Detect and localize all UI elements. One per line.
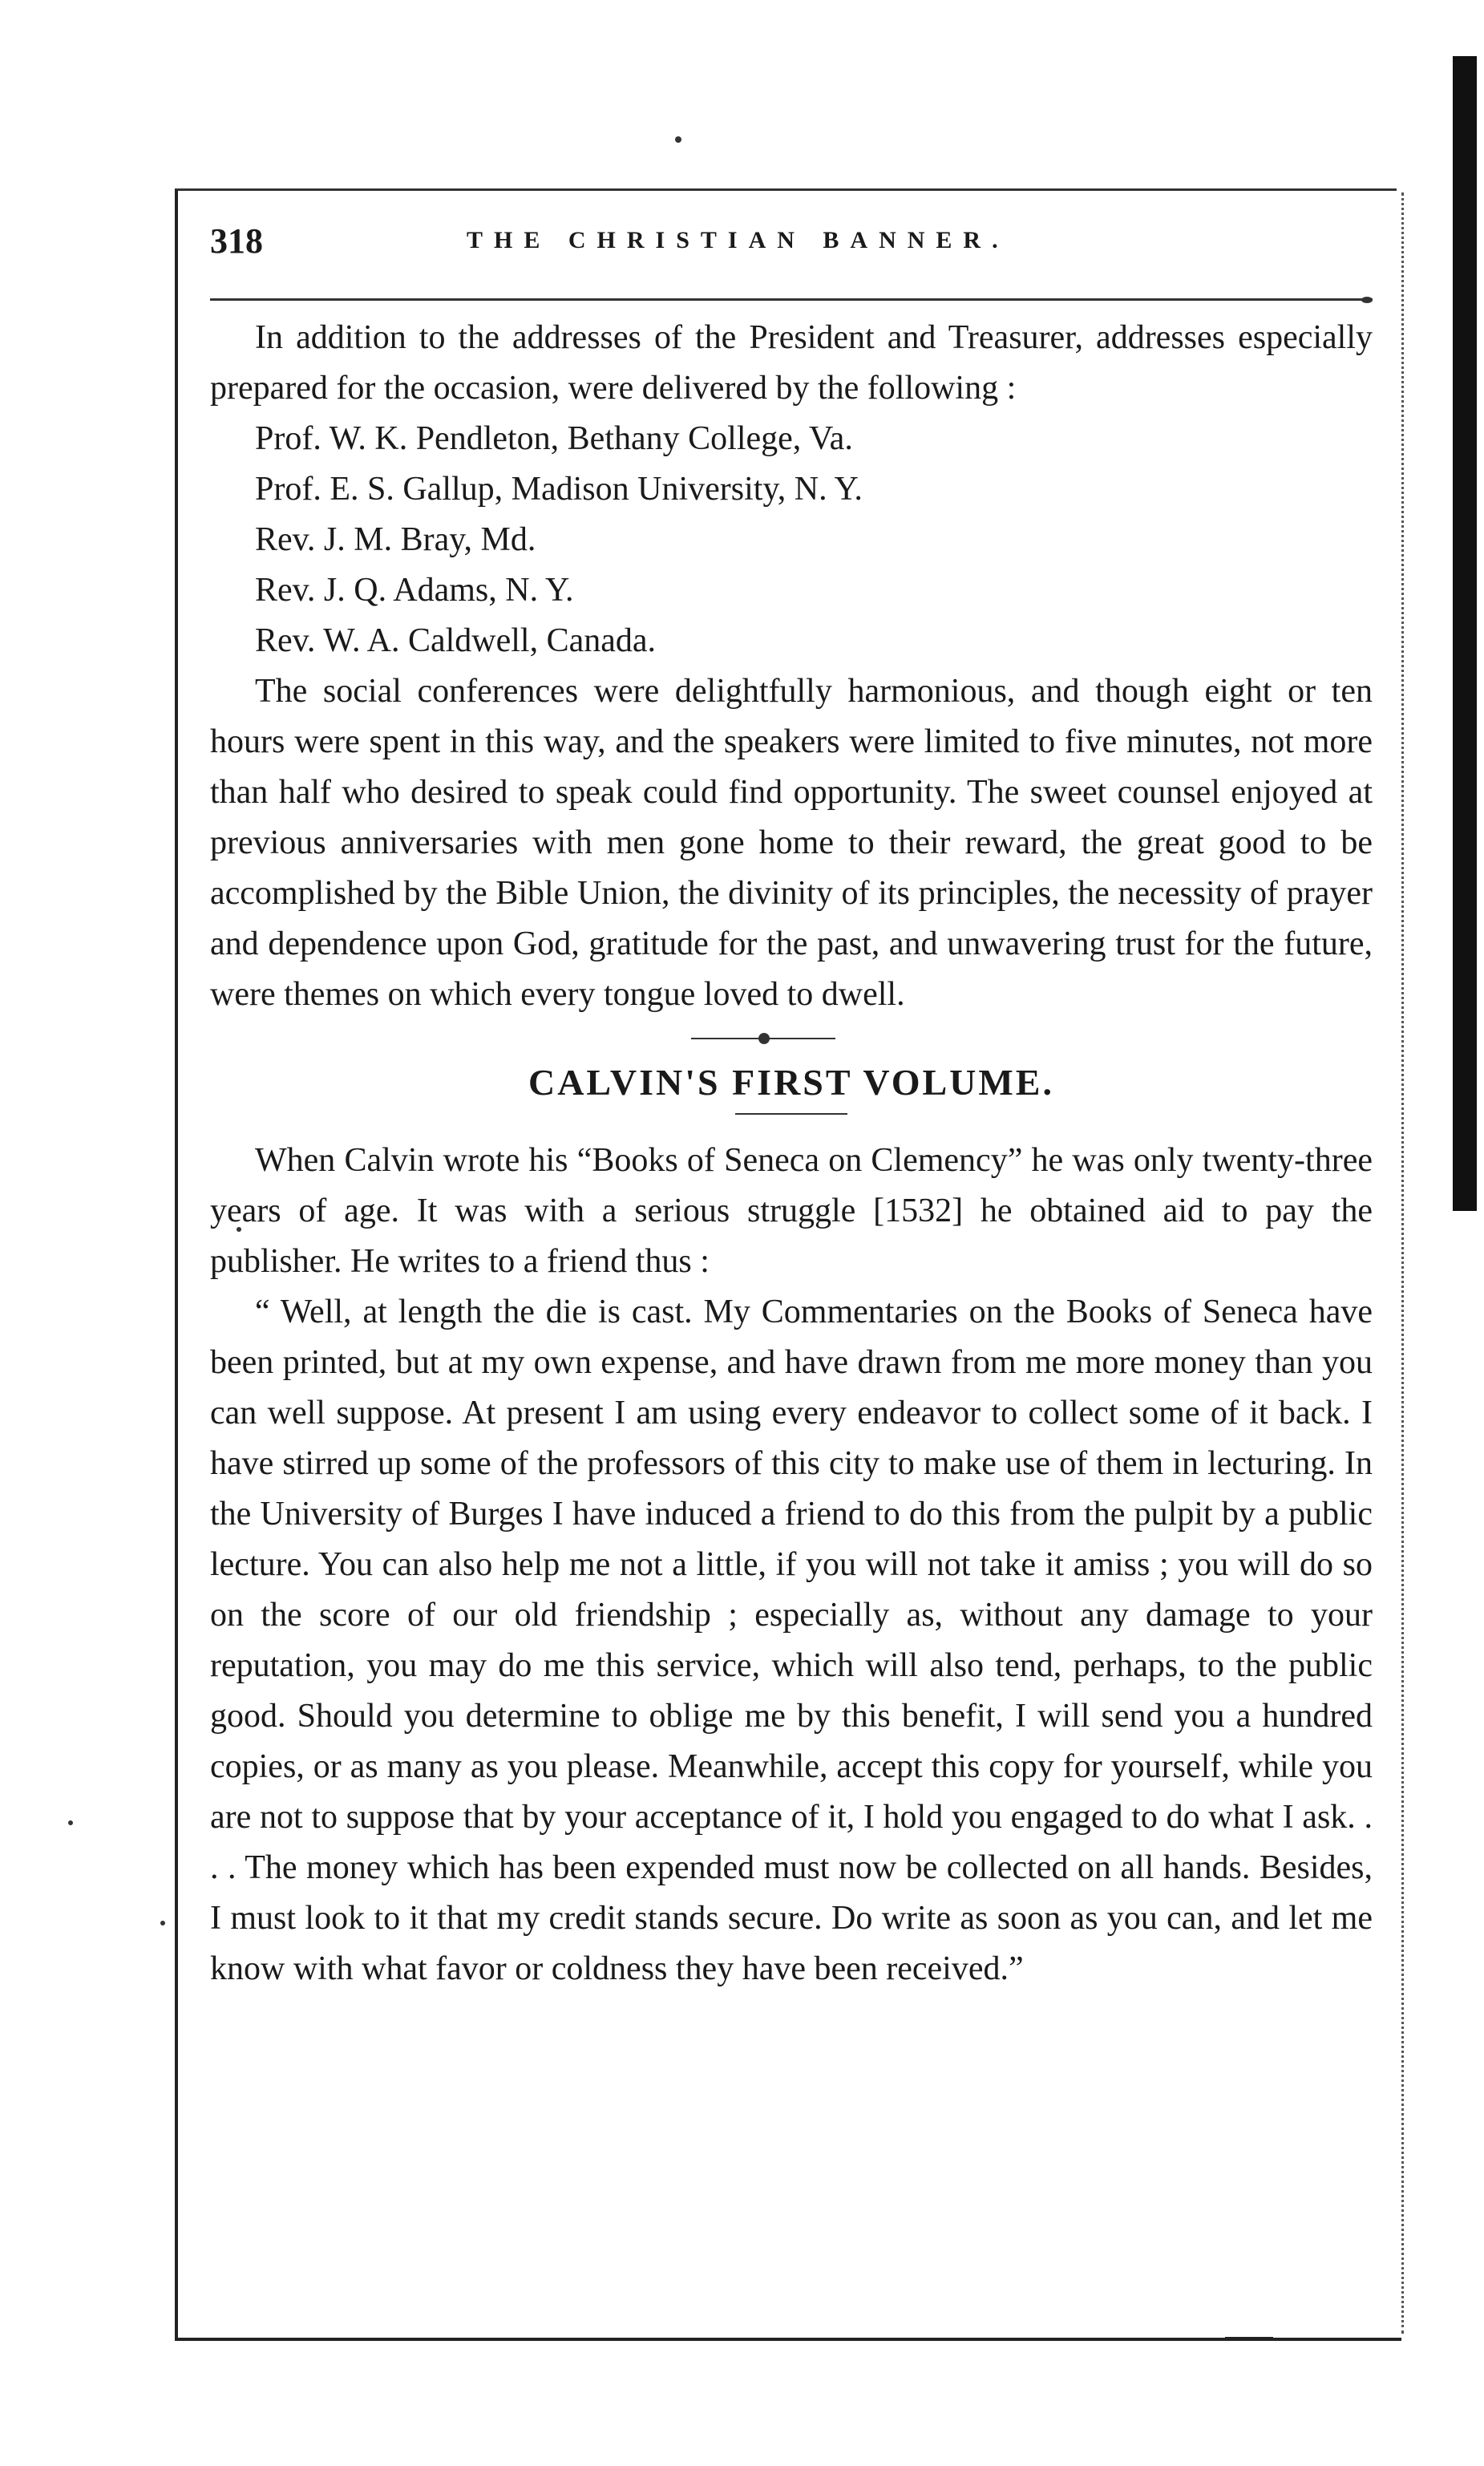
title-rule xyxy=(735,1113,847,1115)
ink-speck xyxy=(675,136,681,143)
conferences-paragraph: The social conferences were delightfully harmonious, and though eight or ten hours were spent in this way, and the speakers were limited to five minutes, not more than half who desired to speak could find opportunity. The sweet counsel enjoyed at previous anniversaries with men gone home to their reward, the great good to be accomplished by the Bible Union, the divinity of its principles, the necessity of prayer and dependence upon God, gratitude for the past, and unwavering trust for the future, were themes on which every tongue loved to dwell. xyxy=(210,673,1373,1013)
article-title: CALVIN'S FIRST VOLUME. xyxy=(528,1062,1054,1103)
speaker-item: Rev. J. Q. Adams, N. Y. xyxy=(255,572,574,609)
speaker-item: Rev. J. M. Bray, Md. xyxy=(255,521,536,558)
page-number: 318 xyxy=(210,221,263,261)
speaker-item: Rev. W. A. Caldwell, Canada. xyxy=(255,622,657,659)
page-bottom-rule xyxy=(175,2338,1401,2341)
header-rule xyxy=(210,298,1373,301)
running-title: THE CHRISTIAN BANNER. xyxy=(467,227,1009,253)
ink-speck xyxy=(68,1820,73,1825)
article-paragraph: When Calvin wrote his “Books of Seneca on Clemency” he was only twenty-three years of age. It was with a serious struggle [1532] he obtained aid to pay the publisher. He writes to a friend thus : xyxy=(210,1142,1373,1280)
page-body xyxy=(210,313,1373,1994)
speaker-list xyxy=(210,414,1373,666)
page-frame-right xyxy=(1401,192,1406,2334)
ink-speck xyxy=(160,1921,165,1925)
page-header xyxy=(210,221,1389,269)
scan-edge-bar xyxy=(1453,56,1477,1211)
speaker-item: Prof. E. S. Gallup, Madison University, N. Y. xyxy=(255,471,863,508)
speaker-item: Prof. W. K. Pendleton, Bethany College, Va. xyxy=(255,420,853,457)
section-divider xyxy=(210,1020,1373,1059)
intro-paragraph: In addition to the addresses of the President and Treasurer, addresses especially prepared for the occasion, were delivered by the following : xyxy=(210,319,1373,407)
quote-paragraph: “ Well, at length the die is cast. My Commentaries on the Books of Seneca have been printed, but at my own expense, and have drawn from me more money than you can well suppose. At present I am using every endeavor to collect some of it back. I have stirred up some of the professors of this city to make use of them in lecturing. In the University of Burges I have induced a friend to do this from the pulpit by a public lecture. You can also help me not a little, if you will not take it amiss ; you will do so on the score of our old friendship ; especially as, without any damage to your reputation, you may do me this service, which will also tend, perhaps, to the public good. Should you determine to oblige me by this benefit, I will send you a hundred copies, or as many as you please. Meanwhile, accept this copy for yourself, while you are not to suppose that by your acceptance of it, I hold you engaged to do what I ask. . . . The money which has been expended must now be collected on all hands. Besides, I must look to it that my credit stands secure. Do write as soon as you can, and let me know with what favor or coldness they have been received.” xyxy=(210,1294,1373,1987)
